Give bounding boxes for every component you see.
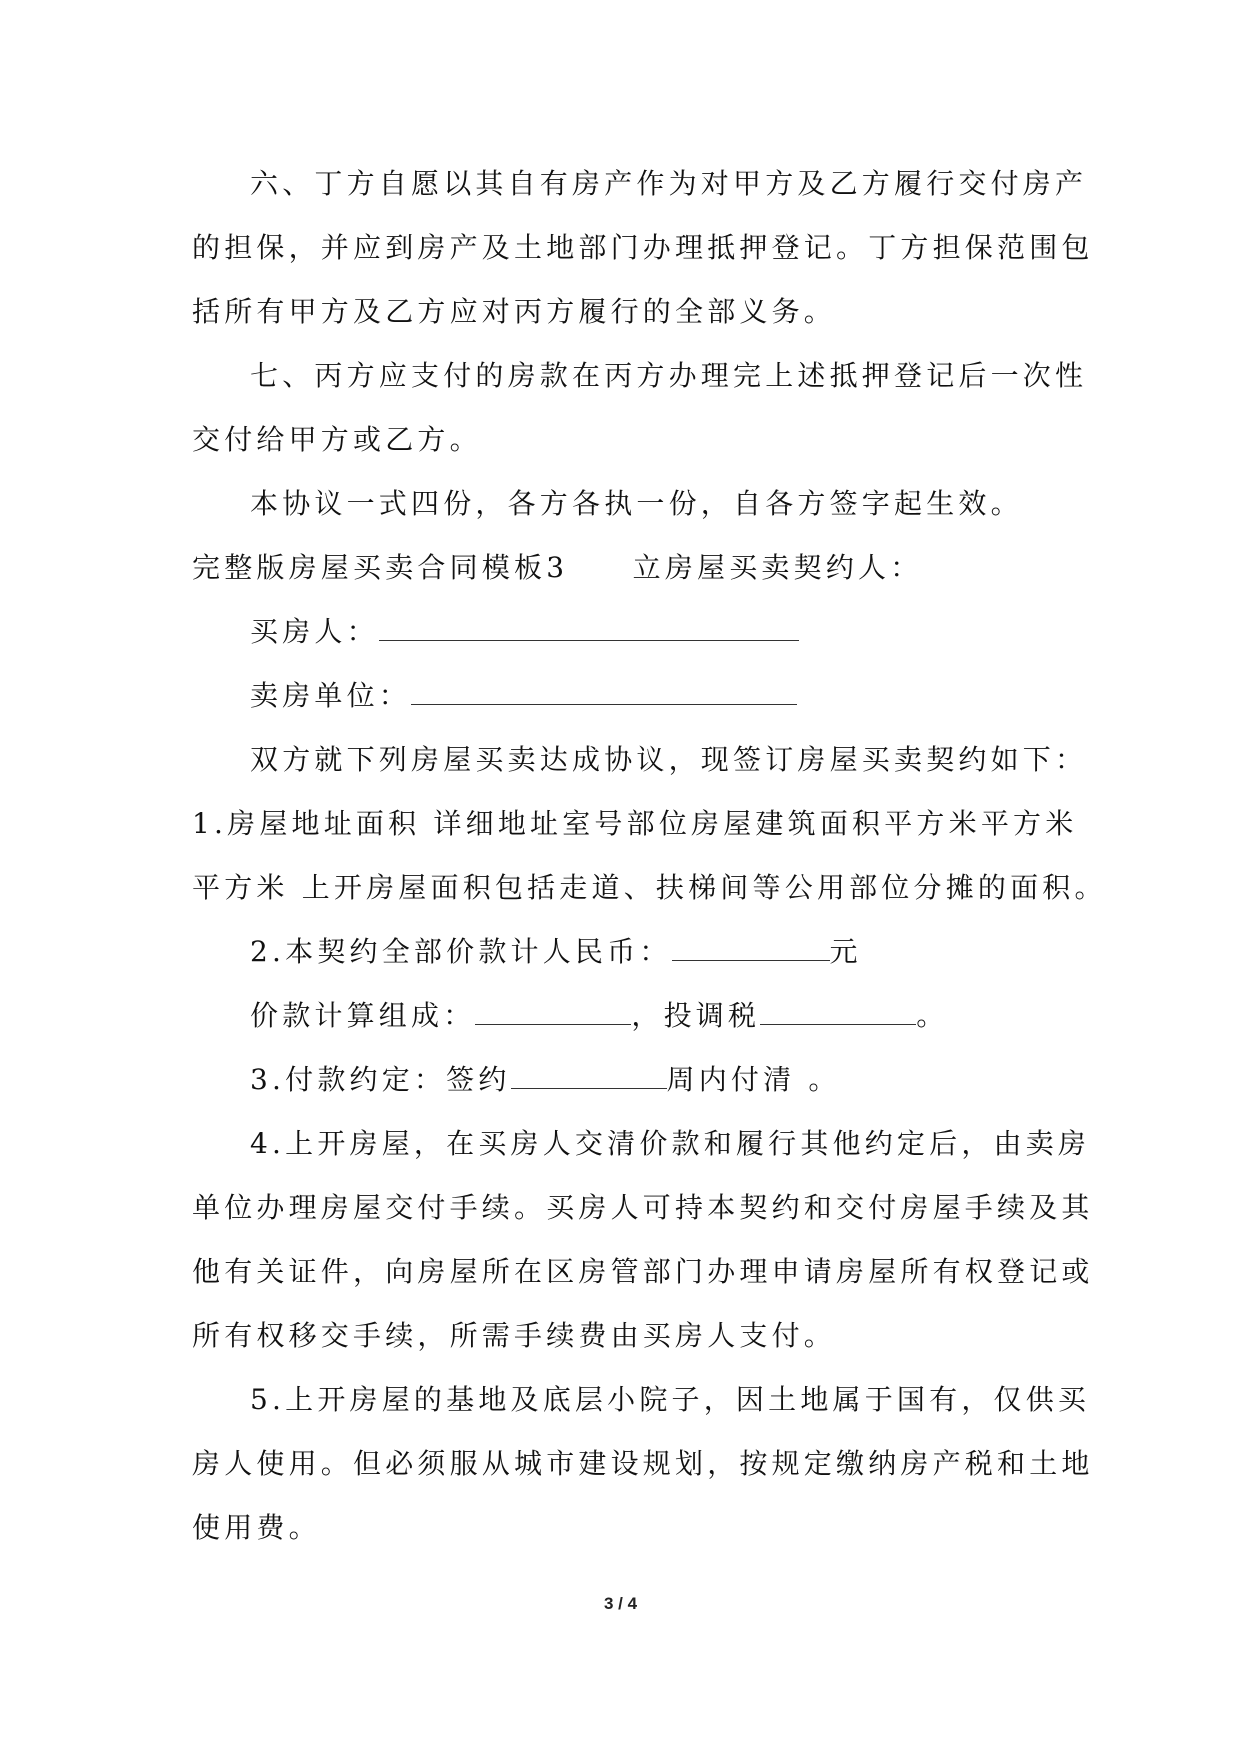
composition-blank[interactable]	[475, 1000, 631, 1025]
item-4-line-1: 4.上开房屋，在买房人交清价款和履行其他约定后，由卖房	[250, 1127, 1091, 1160]
item-5-line-3: 使用费。	[192, 1511, 321, 1544]
price-unit: 元	[829, 935, 862, 968]
item-1-line-2: 平方米 上开房屋面积包括走道、扶梯间等公用部位分摊的面积。	[192, 871, 1107, 904]
template-3-heading: 完整版房屋买卖合同模板3 立房屋买卖契约人：	[192, 551, 923, 584]
seller-label: 卖房单位：	[250, 679, 412, 712]
tax-label: ，投调税	[631, 999, 761, 1032]
price-blank[interactable]	[672, 936, 830, 961]
seller-line	[250, 678, 797, 714]
page-number: 3 / 4	[603, 1594, 638, 1613]
item-4-line-4: 所有权移交手续，所需手续费由买房人支付。	[192, 1319, 837, 1352]
seller-blank[interactable]	[411, 680, 797, 705]
item-5-line-2: 房人使用。但必须服从城市建设规划，按规定缴纳房产税和土地	[192, 1447, 1094, 1480]
buyer-line	[250, 614, 799, 650]
clause-6-line-1: 六、丁方自愿以其自有房产作为对甲方及乙方履行交付房产	[250, 167, 1088, 200]
buyer-label: 买房人：	[250, 615, 379, 648]
payment-label: 3.付款约定：签约	[250, 1063, 511, 1096]
item-4-line-2: 单位办理房屋交付手续。买房人可持本契约和交付房屋手续及其	[192, 1191, 1094, 1224]
composition-end: 。	[916, 999, 949, 1032]
clause-6-line-2: 的担保，并应到房产及土地部门办理抵押登记。丁方担保范围包	[192, 231, 1094, 264]
composition-label: 价款计算组成：	[250, 999, 476, 1032]
item-2-price-line	[250, 934, 862, 970]
price-label: 2.本契约全部价款计人民币：	[250, 935, 672, 968]
item-5-line-1: 5.上开房屋的基地及底层小院子，因土地属于国有，仅供买	[250, 1383, 1091, 1416]
buyer-blank[interactable]	[379, 616, 799, 641]
payment-end: 周内付清 。	[666, 1063, 841, 1096]
payment-weeks-blank[interactable]	[511, 1064, 667, 1089]
item-3-payment-line	[250, 1062, 841, 1098]
clause-7-line-2: 交付给甲方或乙方。	[192, 423, 482, 456]
price-composition-line	[250, 998, 948, 1034]
agreement-intro-line: 双方就下列房屋买卖达成协议，现签订房屋买卖契约如下：	[250, 743, 1088, 776]
item-1-line-1: 1.房屋地址面积 详细地址室号部位房屋建筑面积平方米平方米	[192, 807, 1078, 840]
clause-6-line-3: 括所有甲方及乙方应对丙方履行的全部义务。	[192, 295, 837, 328]
tax-blank[interactable]	[760, 1000, 916, 1025]
agreement-copies-line: 本协议一式四份，各方各执一份，自各方签字起生效。	[250, 487, 1023, 520]
clause-7-line-1: 七、丙方应支付的房款在丙方办理完上述抵押登记后一次性	[250, 359, 1088, 392]
item-4-line-3: 他有关证件，向房屋所在区房管部门办理申请房屋所有权登记或	[192, 1255, 1094, 1288]
